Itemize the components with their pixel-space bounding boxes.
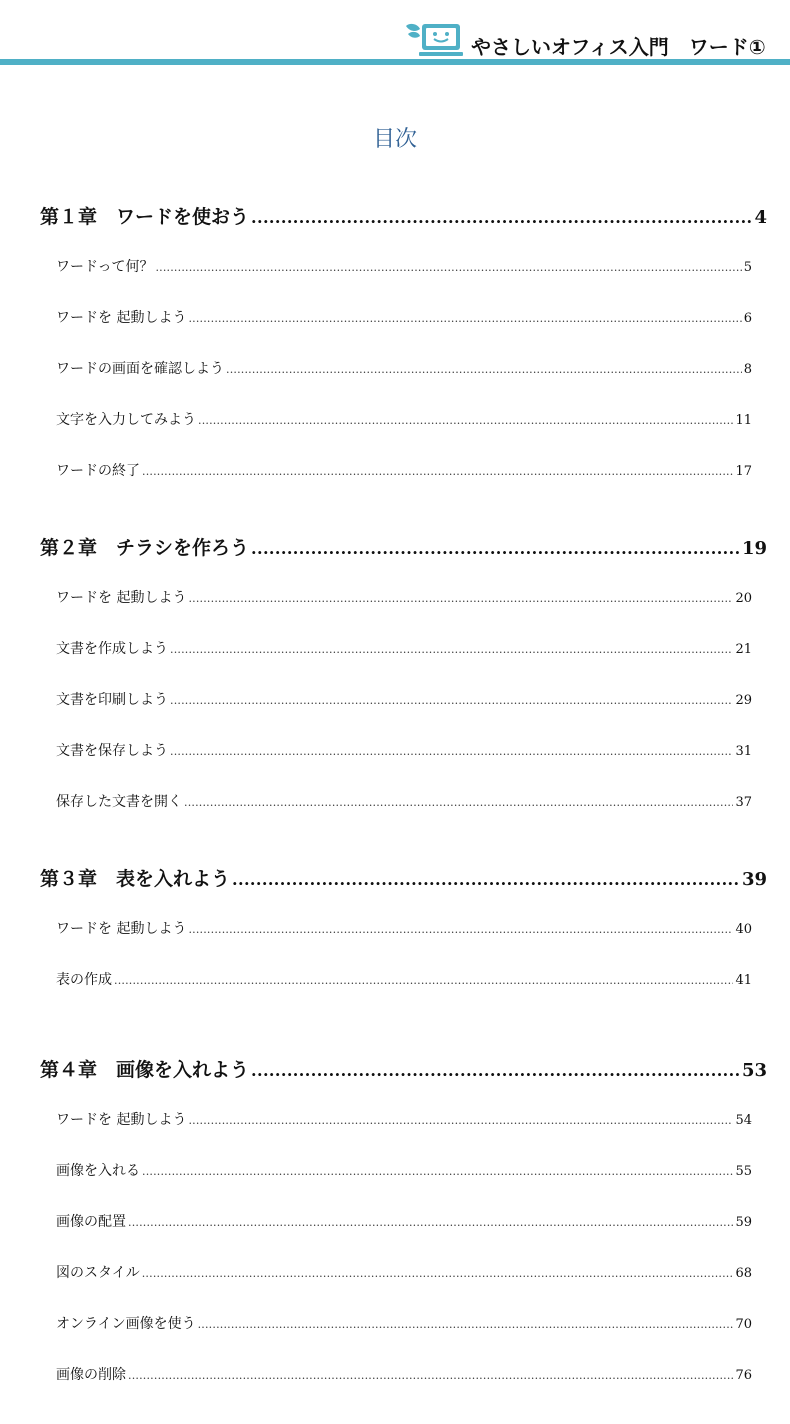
- section-label: 画像の削除: [56, 1367, 126, 1383]
- toc-section[interactable]: [56, 918, 752, 938]
- section-label: 図のスタイル: [56, 1265, 140, 1281]
- section-page-number: 29: [735, 693, 752, 708]
- section-label: ワードを 起動しよう: [56, 590, 187, 606]
- page-header: [0, 0, 790, 66]
- section-label: ワードって何？: [56, 259, 154, 275]
- dot-leader: [128, 1369, 733, 1382]
- dot-leader: [188, 1114, 733, 1127]
- section-page-number: 21: [735, 642, 752, 657]
- brand-title: やさしいオフィス入門 ワード①: [471, 35, 766, 59]
- dot-leader: [251, 1061, 740, 1080]
- toc-section[interactable]: [56, 969, 752, 989]
- chapter-label: 第１章 ワードを使おう: [40, 206, 250, 228]
- toc-section[interactable]: [56, 689, 752, 709]
- dot-leader: [170, 643, 733, 656]
- toc-section[interactable]: [56, 409, 752, 429]
- chapter-label: 第４章 画像を入れよう: [40, 1059, 250, 1081]
- toc-section[interactable]: [56, 791, 752, 811]
- dot-leader: [198, 414, 733, 427]
- section-page-number: 11: [735, 413, 752, 428]
- dot-leader: [142, 1165, 733, 1178]
- section-page-number: 8: [743, 362, 752, 377]
- section-page-number: 37: [735, 795, 752, 810]
- dot-leader: [251, 539, 740, 558]
- toc-chapter-4[interactable]: [40, 1055, 767, 1082]
- toc-section[interactable]: [56, 1211, 752, 1231]
- toc-section[interactable]: [56, 1313, 752, 1333]
- toc-title: 目次: [372, 127, 417, 152]
- toc-section[interactable]: [56, 740, 752, 760]
- chapter-page-number: 4: [754, 207, 767, 228]
- dot-leader: [232, 870, 740, 889]
- dot-leader: [198, 1318, 734, 1331]
- section-page-number: 70: [735, 1317, 752, 1332]
- toc-section[interactable]: [56, 256, 752, 276]
- chapter-page-number: 53: [741, 1060, 767, 1081]
- header-accent-bar: [0, 59, 790, 65]
- dot-leader: [155, 261, 741, 274]
- dot-leader: [142, 465, 733, 478]
- section-page-number: 54: [735, 1113, 752, 1128]
- dot-leader: [188, 312, 741, 325]
- dot-leader: [251, 208, 752, 227]
- section-page-number: 31: [735, 744, 752, 759]
- section-label: 文書を保存しよう: [56, 743, 168, 759]
- section-page-number: 55: [735, 1164, 752, 1179]
- section-label: ワードを 起動しよう: [56, 921, 187, 937]
- toc-section[interactable]: [56, 307, 752, 327]
- section-label: ワードを 起動しよう: [56, 1112, 187, 1128]
- dot-leader: [170, 745, 733, 758]
- toc-section[interactable]: [56, 460, 752, 480]
- toc-section[interactable]: [56, 587, 752, 607]
- section-page-number: 20: [735, 591, 752, 606]
- toc-section[interactable]: [56, 1160, 752, 1180]
- section-page-number: 40: [735, 922, 752, 937]
- toc-section[interactable]: [56, 1364, 752, 1384]
- section-page-number: 59: [735, 1215, 752, 1230]
- monitor-smiley-icon: [404, 20, 466, 58]
- chapter-label: 第２章 チラシを作ろう: [40, 537, 250, 559]
- section-label: 文書を作成しよう: [56, 641, 168, 657]
- chapter-page-number: 39: [741, 869, 767, 890]
- section-page-number: 5: [743, 260, 752, 275]
- dot-leader: [170, 694, 733, 707]
- toc-section[interactable]: [56, 358, 752, 378]
- dot-leader: [188, 923, 733, 936]
- section-label: 表の作成: [56, 972, 112, 988]
- section-label: ワードを 起動しよう: [56, 310, 187, 326]
- section-page-number: 68: [735, 1266, 752, 1281]
- chapter-page-number: 19: [741, 538, 767, 559]
- chapter-label: 第３章 表を入れよう: [40, 868, 231, 890]
- section-page-number: 17: [735, 464, 752, 479]
- section-label: 保存した文書を開く: [56, 794, 182, 810]
- section-page-number: 6: [743, 311, 752, 326]
- toc-chapter-3[interactable]: [40, 864, 767, 891]
- toc-section[interactable]: [56, 1109, 752, 1129]
- toc-section[interactable]: [56, 1262, 752, 1282]
- dot-leader: [184, 796, 733, 809]
- toc-chapter-2[interactable]: [40, 533, 767, 560]
- section-label: 画像の配置: [56, 1214, 126, 1230]
- dot-leader: [128, 1216, 733, 1229]
- section-label: 画像を入れる: [56, 1163, 140, 1179]
- dot-leader: [142, 1267, 734, 1280]
- section-label: ワードの終了: [56, 463, 140, 479]
- dot-leader: [188, 592, 733, 605]
- section-page-number: 76: [735, 1368, 752, 1383]
- toc-chapter-1[interactable]: [40, 202, 767, 229]
- toc-section[interactable]: [56, 638, 752, 658]
- section-label: 文書を印刷しよう: [56, 692, 168, 708]
- section-label: 文字を入力してみよう: [56, 412, 196, 428]
- section-page-number: 41: [735, 973, 752, 988]
- dot-leader: [114, 974, 733, 987]
- section-label: オンライン画像を使う: [56, 1316, 196, 1332]
- section-label: ワードの画面を確認しよう: [56, 361, 224, 377]
- dot-leader: [226, 363, 742, 376]
